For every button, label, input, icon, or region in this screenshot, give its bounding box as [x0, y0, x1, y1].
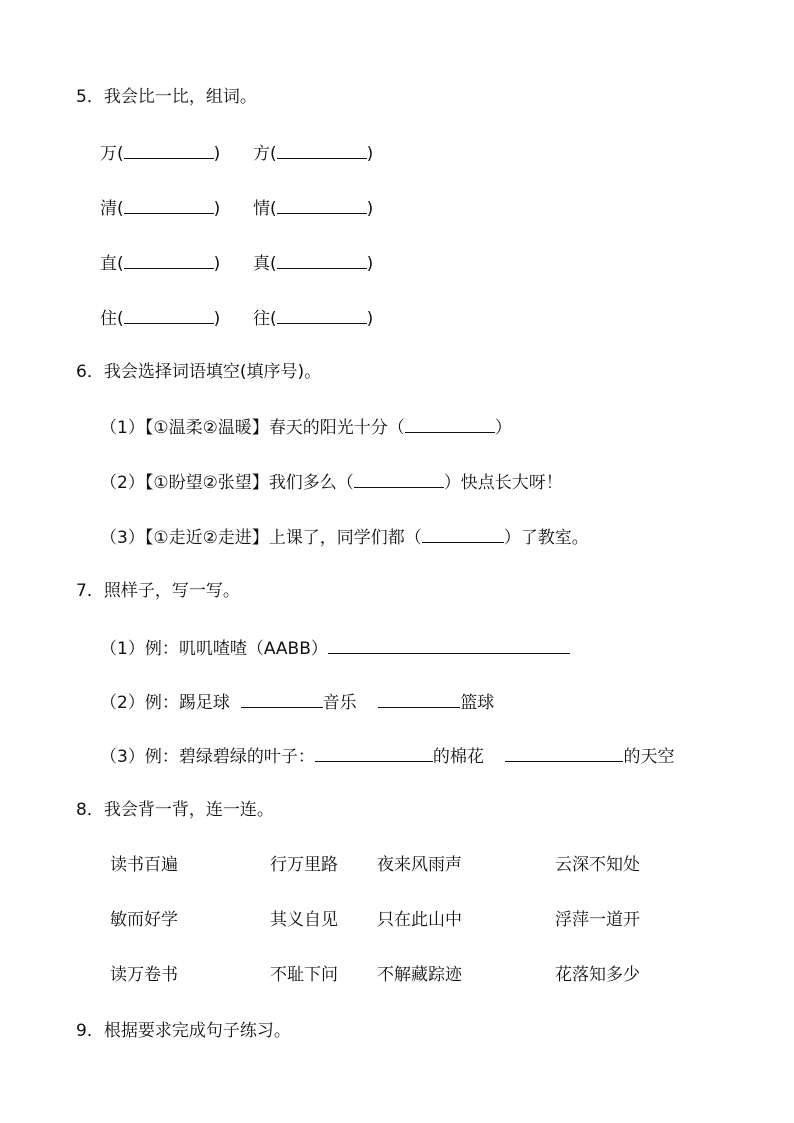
q5-title: 5．我会比一比，组词。: [76, 87, 257, 107]
q5-row-2-left: 清( ): [100, 199, 221, 219]
q8-row-2-col-4[interactable]: 浮萍一道开: [555, 910, 640, 930]
q6-item-3: （3）【①走近②走进】上课了，同学们都（ ）了教室。: [100, 528, 589, 548]
q8-row-3-col-1[interactable]: 读万卷书: [110, 965, 178, 985]
answer-blank[interactable]: [315, 747, 433, 762]
q6-item-1: （1）【①温柔②温暖】春天的阳光十分（ ）: [100, 418, 512, 438]
q8-row-2-col-3[interactable]: 只在此山中: [377, 910, 462, 930]
q7-item-2: （2）例：踢足球 音乐 篮球: [100, 693, 495, 713]
answer-blank[interactable]: [328, 639, 570, 654]
q5-row-3-right: 真( ): [253, 254, 374, 274]
q8-title: 8．我会背一背，连一连。: [76, 800, 274, 820]
answer-blank[interactable]: [124, 254, 214, 269]
q7-title: 7．照样子，写一写。: [76, 581, 240, 601]
q7-item-3: （3）例：碧绿碧绿的叶子： 的棉花 的天空: [100, 747, 675, 767]
q5-row-1-right: 方( ): [253, 144, 374, 164]
answer-blank[interactable]: [277, 199, 367, 214]
q5-row-3-left: 直( ): [100, 254, 221, 274]
answer-blank[interactable]: [277, 254, 367, 269]
answer-blank[interactable]: [505, 747, 623, 762]
answer-blank[interactable]: [277, 309, 367, 324]
q5-row-4-left: 住( ): [100, 309, 221, 329]
answer-blank[interactable]: [422, 528, 504, 543]
answer-blank[interactable]: [277, 144, 367, 159]
q6-title: 6．我会选择词语填空(填序号)。: [76, 362, 322, 382]
q5-row-1-left: 万( ): [100, 144, 221, 164]
q8-row-1-col-2[interactable]: 行万里路: [270, 855, 338, 875]
answer-blank[interactable]: [405, 418, 495, 433]
q9-title: 9．根据要求完成句子练习。: [76, 1021, 291, 1041]
q8-row-1-col-3[interactable]: 夜来风雨声: [377, 855, 462, 875]
q8-row-2-col-1[interactable]: 敏而好学: [110, 910, 178, 930]
q5-row-4-right: 往( ): [253, 309, 374, 329]
q5-row-2-right: 情( ): [253, 199, 374, 219]
answer-blank[interactable]: [354, 473, 444, 488]
q7-item-1: （1）例：叽叽喳喳（AABB）: [100, 639, 570, 658]
q6-item-2: （2）【①盼望②张望】我们多么（ ）快点长大呀！: [100, 473, 563, 493]
q8-row-2-col-2[interactable]: 其义自见: [270, 910, 338, 930]
answer-blank[interactable]: [124, 144, 214, 159]
answer-blank[interactable]: [124, 309, 214, 324]
q8-row-3-col-3[interactable]: 不解藏踪迹: [377, 965, 462, 985]
answer-blank[interactable]: [124, 199, 214, 214]
answer-blank[interactable]: [241, 693, 323, 708]
q8-row-1-col-4[interactable]: 云深不知处: [555, 855, 640, 875]
q8-row-3-col-4[interactable]: 花落知多少: [555, 965, 640, 985]
q8-row-1-col-1[interactable]: 读书百遍: [110, 855, 178, 875]
answer-blank[interactable]: [378, 693, 460, 708]
q8-row-3-col-2[interactable]: 不耻下问: [270, 965, 338, 985]
